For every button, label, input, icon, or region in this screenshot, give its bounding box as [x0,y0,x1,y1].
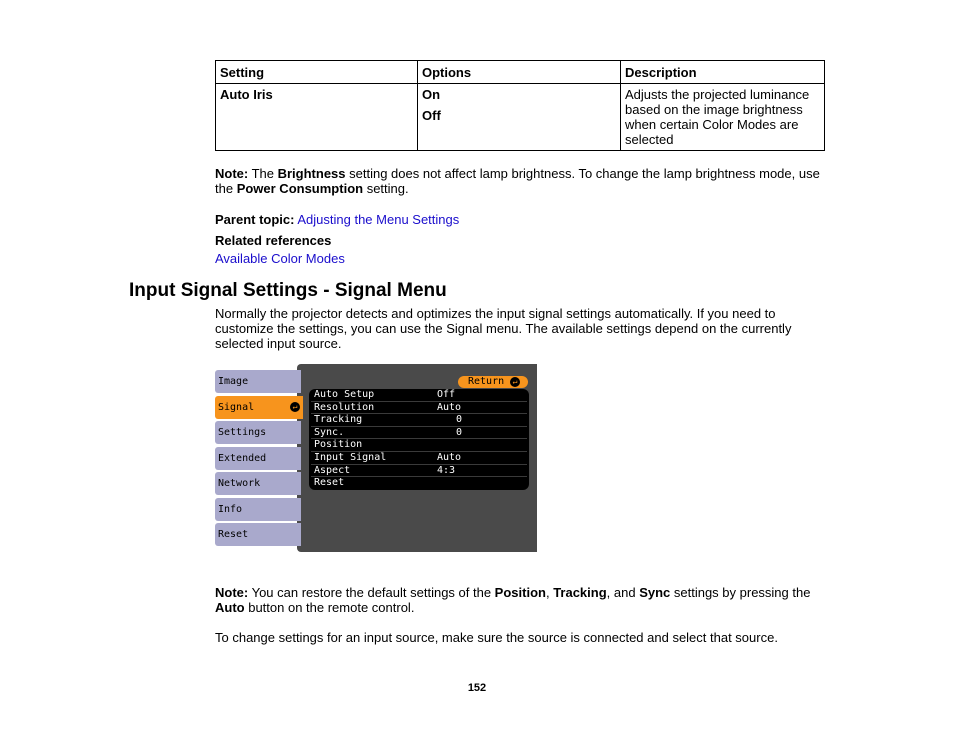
menu-row-tracking [309,414,529,427]
note-bold-term: Sync [639,585,671,600]
section-heading: Input Signal Settings - Signal Menu [129,280,447,301]
menu-row-value: Auto [437,452,462,463]
menu-row-label: Aspect [314,464,351,476]
available-color-modes-link[interactable]: Available Color Modes [215,251,345,266]
menu-tab-image [215,370,301,393]
settings-table [215,60,825,151]
table-header-row [216,61,825,84]
menu-tab-network [215,472,301,495]
parent-topic-label: Parent topic: [215,212,295,227]
menu-row-label: Auto Setup [314,389,375,400]
enter-icon: ↵ [510,377,520,387]
note-label: Note: [215,166,249,181]
parent-topic-link[interactable]: Adjusting the Menu Settings [297,212,460,227]
menu-row-input-signal [309,452,529,465]
intro-paragraph: Normally the projector detects and optimizes the input signal settings automatically. If you need to customize the settings, you can use the Signal menu. The available settings depend on the currently selected input source. [215,306,792,351]
note-text: setting. [363,181,409,196]
return-label: Return [468,376,505,387]
menu-row-sync [309,427,529,440]
note-text: settings by pressing the [670,585,811,600]
table-row [216,84,825,151]
menu-tab-label: Settings [218,427,267,438]
option-off: Off [422,108,441,123]
menu-tab-label: Info [218,504,243,515]
column-header-description: Description [621,61,825,84]
menu-tab-signal [215,396,303,419]
menu-row-label: Reset [314,477,345,489]
menu-row-aspect [309,465,529,478]
menu-row-label: Tracking [314,414,363,426]
note-bold-term: Position [494,585,546,600]
menu-row-label: Sync. [314,426,345,438]
column-header-setting: Setting [216,61,418,84]
menu-row-label: Resolution [314,401,375,413]
parent-topic [215,212,825,227]
menu-row-reset [309,477,529,490]
menu-tab-extended [215,447,301,470]
options-cell [418,84,621,151]
menu-row-value: 0 [456,426,463,438]
menu-row-value: 4:3 [437,464,456,476]
description-cell: Adjusts the projected luminance based on the image brightness when certain Color Modes are selected [621,84,825,151]
menu-tab-label: Extended [218,453,267,464]
menu-row-position [309,439,529,452]
menu-tab-settings [215,421,301,444]
note-text: setting does not affect lamp brightness. To change the lamp brightness mode, use the [215,166,820,196]
menu-row-label: Position [314,439,363,451]
menu-row-value: Off [437,389,456,400]
note-bold-term: Auto [215,600,245,615]
menu-tab-label: Signal [218,402,255,413]
note-restore-defaults [215,585,830,615]
option-on: On [422,87,441,102]
menu-tab-label: Network [218,478,261,489]
signal-menu-list [309,389,529,490]
related-references-label: Related references [215,233,332,248]
related-reference-item [215,251,825,266]
note-brightness [215,166,825,196]
menu-row-label: Input Signal [314,452,387,463]
menu-row-value: 0 [456,414,463,426]
menu-row-resolution [309,402,529,415]
note-bold-term: Power Consumption [236,181,364,196]
menu-row-value: Auto [437,401,462,413]
closing-paragraph: To change settings for an input source, make sure the source is connected and select that source. [215,630,778,645]
note-text: , and [606,585,640,600]
note-bold-term: Tracking [553,585,607,600]
return-button [458,376,528,388]
menu-tab-reset [215,523,301,546]
menu-tab-info [215,498,301,521]
signal-menu-screenshot [213,364,537,552]
setting-cell: Auto Iris [216,84,418,151]
menu-tab-label: Reset [218,529,249,540]
note-label: Note: [215,585,249,600]
note-text: button on the remote control. [244,600,415,615]
column-header-options: Options [418,61,621,84]
note-text: You can restore the default settings of the [248,585,495,600]
note-text: , [545,585,554,600]
page-number: 152 [467,682,487,694]
enter-icon: ↵ [290,402,300,412]
note-text: The [248,166,278,181]
menu-row-auto-setup [309,389,529,402]
note-bold-term: Brightness [277,166,346,181]
menu-tab-label: Image [218,376,249,387]
